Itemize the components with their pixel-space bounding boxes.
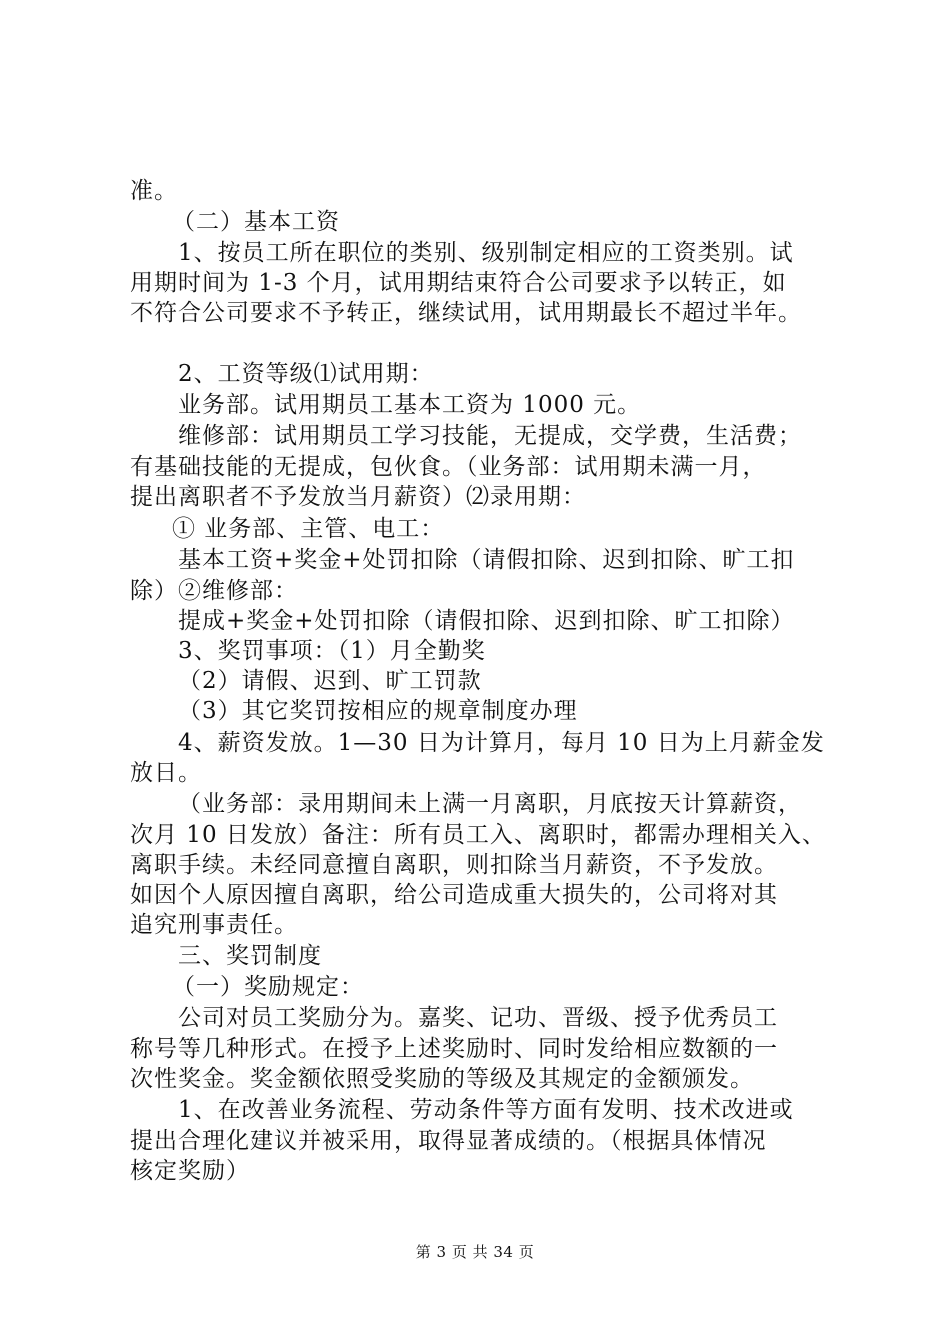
- body-line: 公司对员工奖励分为。嘉奖、记功、晋级、授予优秀员工: [178, 1005, 778, 1031]
- body-line: 核定奖励）: [130, 1158, 250, 1184]
- body-line: 4、薪资发放。1—30 日为计算月，每月 10 日为上月薪金发: [178, 730, 825, 756]
- section-heading: 三、奖罚制度: [178, 943, 322, 969]
- body-line: 业务部。试用期员工基本工资为 1000 元。: [178, 392, 642, 418]
- body-line: 提出离职者不予发放当月薪资）⑵录用期：: [130, 484, 586, 510]
- body-line: 放日。: [130, 760, 202, 786]
- body-line: 如因个人原因擅自离职，给公司造成重大损失的，公司将对其: [130, 882, 778, 908]
- body-line: 称号等几种形式。在授予上述奖励时、同时发给相应数额的一: [130, 1036, 778, 1062]
- body-line: 1、按员工所在职位的类别、级别制定相应的工资类别。试: [178, 240, 794, 266]
- body-line: 追究刑事责任。: [130, 912, 298, 938]
- body-line: 除）②维修部：: [130, 578, 298, 604]
- body-line: 1、在改善业务流程、劳动条件等方面有发明、技术改进或: [178, 1097, 794, 1123]
- body-line: 准。: [130, 178, 178, 204]
- body-line: （2）请假、迟到、旷工罚款: [178, 668, 482, 694]
- body-line: （业务部：录用期间未上满一月离职，月底按天计算薪资，: [178, 791, 802, 817]
- body-line: 用期时间为 1-3 个月，试用期结束符合公司要求予以转正，如: [130, 270, 787, 296]
- body-line: 2、工资等级⑴试用期：: [178, 361, 434, 387]
- body-line: 提出合理化建议并被采用，取得显著成绩的。（根据具体情况: [130, 1128, 767, 1154]
- body-line: 不符合公司要求不予转正，继续试用，试用期最长不超过半年。: [130, 300, 802, 326]
- body-line: 3、奖罚事项：（1）月全勤奖: [178, 638, 486, 664]
- body-line: 有基础技能的无提成，包伙食。（业务部：试用期未满一月，: [130, 454, 767, 480]
- body-line: 次性奖金。奖金额依照受奖励的等级及其规定的金额颁发。: [130, 1066, 754, 1092]
- body-line: 次月 10 日发放）备注：所有员工入、离职时，都需办理相关入、: [130, 822, 826, 848]
- section-heading: （一）奖励规定：: [172, 974, 364, 1000]
- body-line: 离职手续。未经同意擅自离职，则扣除当月薪资，不予发放。: [130, 852, 778, 878]
- page-footer: 第 3 页 共 34 页: [415, 1243, 535, 1261]
- body-line: （3）其它奖罚按相应的规章制度办理: [178, 698, 578, 724]
- section-heading: （二）基本工资: [172, 209, 340, 235]
- body-line: 基本工资+奖金+处罚扣除（请假扣除、迟到扣除、旷工扣: [178, 547, 795, 573]
- body-line: ① 业务部、主管、电工：: [172, 516, 445, 542]
- body-line: 提成+奖金+处罚扣除（请假扣除、迟到扣除、旷工扣除）: [178, 608, 795, 634]
- body-line: 维修部：试用期员工学习技能，无提成，交学费，生活费；: [178, 423, 802, 449]
